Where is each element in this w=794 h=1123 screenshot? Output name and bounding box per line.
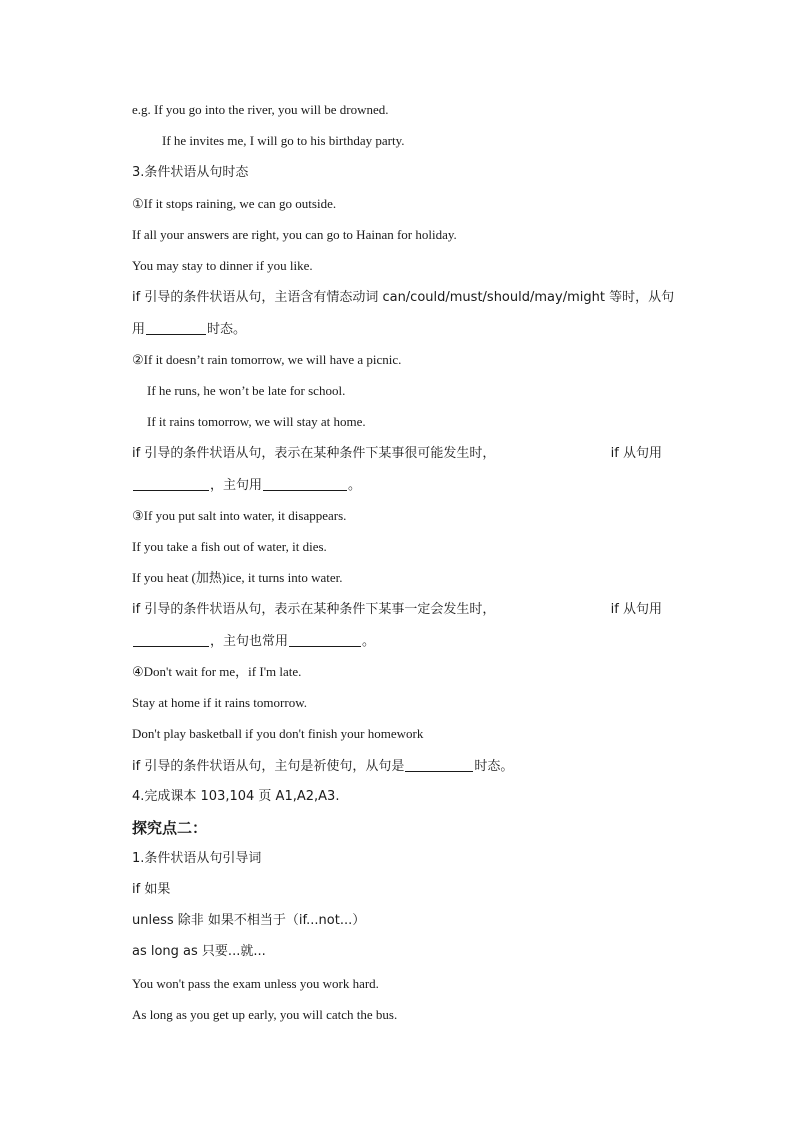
fill-blank[interactable] bbox=[263, 476, 347, 491]
rule-certain-cont bbox=[132, 632, 375, 651]
conjunction-unless: unless 除非 如果不相当于（if...not...） bbox=[132, 913, 366, 928]
rule-text: if 从句用 bbox=[610, 602, 662, 617]
rule-text: if 引导的条件状语从句，表示在某种条件下某事一定会发生时， bbox=[132, 602, 496, 617]
fill-blank[interactable] bbox=[133, 632, 209, 647]
rule-text: 。 bbox=[348, 478, 362, 493]
rule-text: ，主句也常用 bbox=[210, 634, 289, 649]
example-line-8: If you take a fish out of water, it dies. bbox=[132, 539, 327, 554]
example-line-1: ①If it stops raining, we can go outside. bbox=[132, 196, 337, 211]
example-line-11: Stay at home if it rains tomorrow. bbox=[132, 695, 307, 710]
fill-blank[interactable] bbox=[133, 476, 209, 491]
rule-certain bbox=[132, 601, 662, 619]
example-line-5: If he runs, he won’t be late for school. bbox=[147, 383, 346, 398]
section-heading-point-two: 探究点二： bbox=[132, 819, 208, 837]
example-line-14: As long as you get up early, you will catch the bus. bbox=[132, 1007, 398, 1022]
rule-text: 。 bbox=[362, 634, 376, 649]
example-line-2: If all your answers are right, you can go to Hainan for holiday. bbox=[132, 227, 457, 242]
example-line-party: If he invites me, I will go to his birthday party. bbox=[162, 133, 405, 148]
conjunction-if: if 如果 bbox=[132, 882, 171, 897]
example-line-10: ④Don't wait for me，if I'm late. bbox=[132, 664, 302, 679]
example-line-13: You won't pass the exam unless you work hard. bbox=[132, 976, 379, 991]
rule-text: ，主句用 bbox=[210, 478, 263, 493]
rule-text: 时态。 bbox=[207, 322, 247, 337]
fill-blank[interactable] bbox=[405, 757, 473, 772]
rule-text: if 引导的条件状语从句，表示在某种条件下某事很可能发生时， bbox=[132, 446, 496, 461]
rule-text: if 引导的条件状语从句，主句是祈使句，从句是 bbox=[132, 759, 405, 774]
fill-blank[interactable] bbox=[146, 320, 206, 335]
section-title-tense: 3.条件状语从句时态 bbox=[132, 165, 249, 180]
rule-text: 时态。 bbox=[474, 759, 514, 774]
example-line-12: Don't play basketball if you don't finish your homework bbox=[132, 726, 424, 741]
rule-text: 用 bbox=[132, 322, 146, 337]
rule-modal-verbs-cont bbox=[132, 320, 246, 339]
example-line-4: ②If it doesn’t rain tomorrow, we will have a picnic. bbox=[132, 352, 402, 367]
textbook-task: 4.完成课本 103,104 页 A1,A2,A3. bbox=[132, 789, 340, 804]
section-title-conjunctions: 1.条件状语从句引导词 bbox=[132, 851, 262, 866]
rule-likely bbox=[132, 445, 662, 463]
example-line-3: You may stay to dinner if you like. bbox=[132, 258, 313, 273]
example-line-9: If you heat (加热)ice, it turns into water. bbox=[132, 570, 343, 585]
example-line-6: If it rains tomorrow, we will stay at home. bbox=[147, 414, 366, 429]
conjunction-as-long-as: as long as 只要...就... bbox=[132, 944, 266, 959]
example-line-7: ③If you put salt into water, it disappears. bbox=[132, 508, 347, 523]
rule-modal-verbs: if 引导的条件状语从句，主语含有情态动词 can/could/must/should/may/might 等时，从句 bbox=[132, 290, 675, 305]
rule-imperative bbox=[132, 757, 513, 776]
fill-blank[interactable] bbox=[289, 632, 361, 647]
rule-text: if 从句用 bbox=[610, 446, 662, 461]
rule-likely-cont bbox=[132, 476, 361, 495]
example-line-river: e.g. If you go into the river, you will be drowned. bbox=[132, 102, 389, 117]
